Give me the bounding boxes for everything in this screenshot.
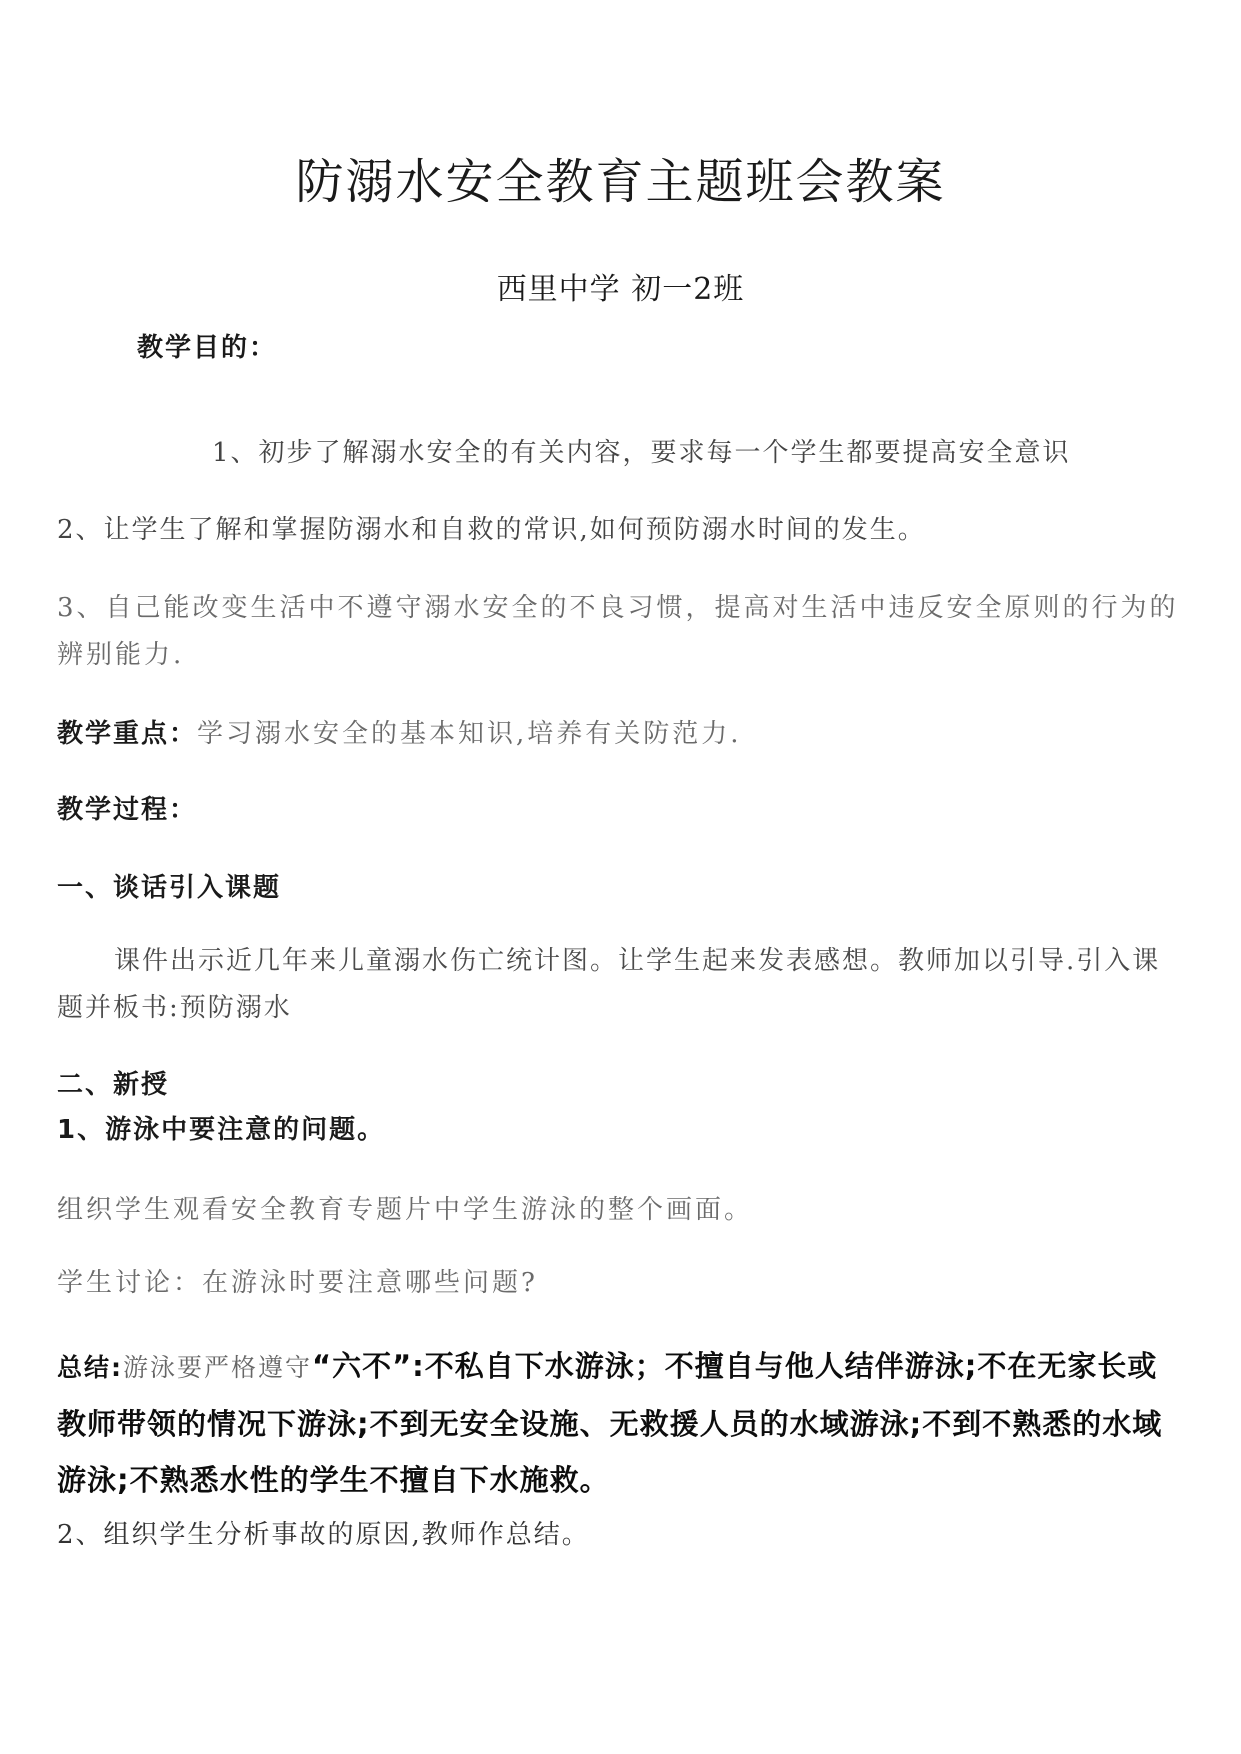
objective-item-3: 3、自己能改变生活中不遵守溺水安全的不良习惯，提高对生活中违反安全原则的行为的辨别能力. (57, 593, 1179, 670)
document-subtitle: 西里中学 初一2班 (496, 272, 745, 307)
section1-heading: 一、谈话引入课题 (57, 873, 282, 903)
summary-label: 总结: (57, 1353, 123, 1382)
item1-heading: 1、游泳中要注意的问题。 (57, 1115, 386, 1145)
summary-paragraph (57, 1338, 1187, 1508)
item2: 2、组织学生分析事故的原因,教师作总结。 (57, 1520, 590, 1550)
item1-activity: 组织学生观看安全教育专题片中学生游泳的整个画面。 (57, 1195, 754, 1225)
key-points (57, 714, 1182, 754)
document-title: 防溺水安全教育主题班会教案 (295, 154, 946, 210)
summary-rules: “六不”:不私自下水游泳；不擅自与他人结伴游泳;不在无家长或教师带领的情况下游泳;不到无安全设施、无救援人员的水域游泳;不到不熟悉的水域游泳;不熟悉水性的学生不擅自下水施救。 (57, 1349, 1163, 1497)
objective-item-1: 1、初步了解溺水安全的有关内容，要求每一个学生都要提高安全意识 (212, 438, 1071, 468)
key-points-text: 学习溺水安全的基本知识,培养有关防范力. (197, 719, 742, 749)
objectives-heading: 教学目的： (137, 333, 278, 363)
key-points-label: 教学重点： (57, 719, 198, 749)
summary-lead: 游泳要严格遵守 (123, 1353, 313, 1382)
item1-discussion: 学生讨论：在游泳时要注意哪些问题? (57, 1268, 538, 1298)
section1-text: 课件出示近几年来儿童溺水伤亡统计图。让学生起来发表感想。教师加以引导.引入课题并板书:预防溺水 (57, 946, 1161, 1023)
section2-heading: 二、新授 (57, 1070, 170, 1100)
objective-item-2: 2、让学生了解和掌握防溺水和自救的常识,如何预防溺水时间的发生。 (57, 515, 926, 545)
process-heading: 教学过程： (57, 795, 198, 825)
